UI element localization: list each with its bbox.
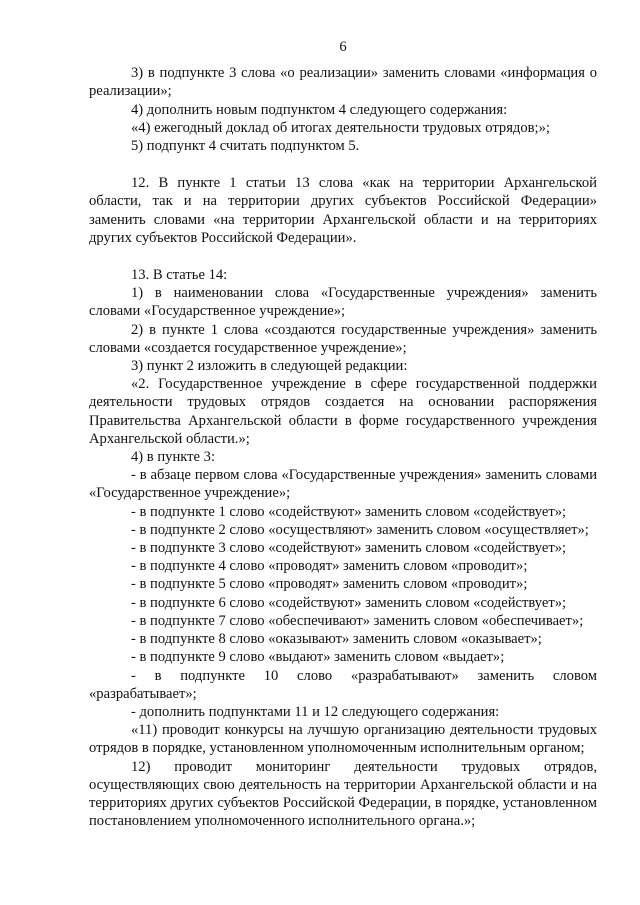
- paragraph: 4) в пункте 3:: [131, 449, 216, 466]
- paragraph: - в подпункте 7 слово «обеспечивают» заменить словом «обеспечивает»;: [131, 612, 584, 629]
- paragraph: «11) проводит конкурсы на лучшую организацию деятельности трудовых отрядов в порядке, установленном уполномоченным исполнительным органом;: [89, 722, 597, 757]
- paragraph: 12) проводит мониторинг деятельности трудовых отрядов, осуществляющих свою деятельность на территории Архангельской области и на территориях других субъектов Российской Федерации, в порядке, установленном постановлением уполномоченного исполнительного органа.»;: [89, 758, 597, 830]
- paragraph: - в подпункте 2 слово «осуществляют» заменить словом «осуществляет»;: [131, 521, 589, 538]
- paragraph: - в подпункте 1 слово «содействуют» заменить словом «содействует»;: [131, 503, 567, 520]
- paragraph-gap: [89, 155, 597, 174]
- paragraph: 3) в подпункте 3 слова «о реализации» заменить словами «информация о реализации»;: [89, 65, 597, 100]
- paragraph: 13. В статье 14:: [131, 267, 228, 284]
- paragraph: - в подпункте 3 слово «содействуют» заменить словом «содействует»;: [131, 540, 567, 557]
- paragraph: 4) дополнить новым подпунктом 4 следующего содержания:: [131, 101, 508, 118]
- section-item-13: [89, 266, 597, 830]
- paragraph: - в подпункте 6 слово «содействуют» заменить словом «содействует»;: [131, 594, 567, 611]
- paragraph: 3) пункт 2 изложить в следующей редакции:: [131, 358, 408, 375]
- paragraph: 1) в наименовании слова «Государственные учреждения» заменить словами «Государственное учреждение»;: [89, 285, 597, 320]
- section-amendments-part: [89, 64, 597, 155]
- paragraph: - в абзаце первом слова «Государственные учреждения» заменить словами «Государственное учреждение»;: [89, 467, 597, 502]
- section-item-12: [89, 174, 597, 247]
- paragraph: 2) в пункте 1 слова «создаются государственные учреждения» заменить словами «создается государственное учреждение»;: [89, 321, 597, 356]
- paragraph: 5) подпункт 4 считать подпунктом 5.: [131, 138, 360, 155]
- paragraph: - в подпункте 10 слово «разрабатывают» заменить словом «разрабатывает»;: [89, 667, 597, 702]
- paragraph: - дополнить подпунктами 11 и 12 следующего содержания:: [131, 703, 500, 720]
- paragraph: «2. Государственное учреждение в сфере государственной поддержки деятельности трудовых отрядов создается на основании распоряжения Правительства Архангельской области в форме государственного учреждения Архангельской области.»;: [89, 376, 597, 447]
- page-number: 6: [339, 39, 347, 55]
- paragraph: - в подпункте 8 слово «оказывают» заменить словом «оказывает»;: [131, 631, 542, 648]
- paragraph: 12. В пункте 1 статьи 13 слова «как на территории Архангельской области, так и на территории других субъектов Российской Федерации» заменить словами «на территории Архангельской области и на территориях других субъектов Российской Федерации».: [89, 175, 597, 246]
- paragraph: - в подпункте 4 слово «проводят» заменить словом «проводит»;: [131, 558, 528, 575]
- paragraph: - в подпункте 5 слово «проводят» заменить словом «проводит»;: [131, 576, 528, 593]
- paragraph: - в подпункте 9 слово «выдают» заменить словом «выдает»;: [131, 649, 505, 666]
- document-page: [89, 38, 597, 830]
- paragraph: «4) ежегодный доклад об итогах деятельности трудовых отрядов;»;: [131, 119, 550, 136]
- paragraph-gap: [89, 247, 597, 266]
